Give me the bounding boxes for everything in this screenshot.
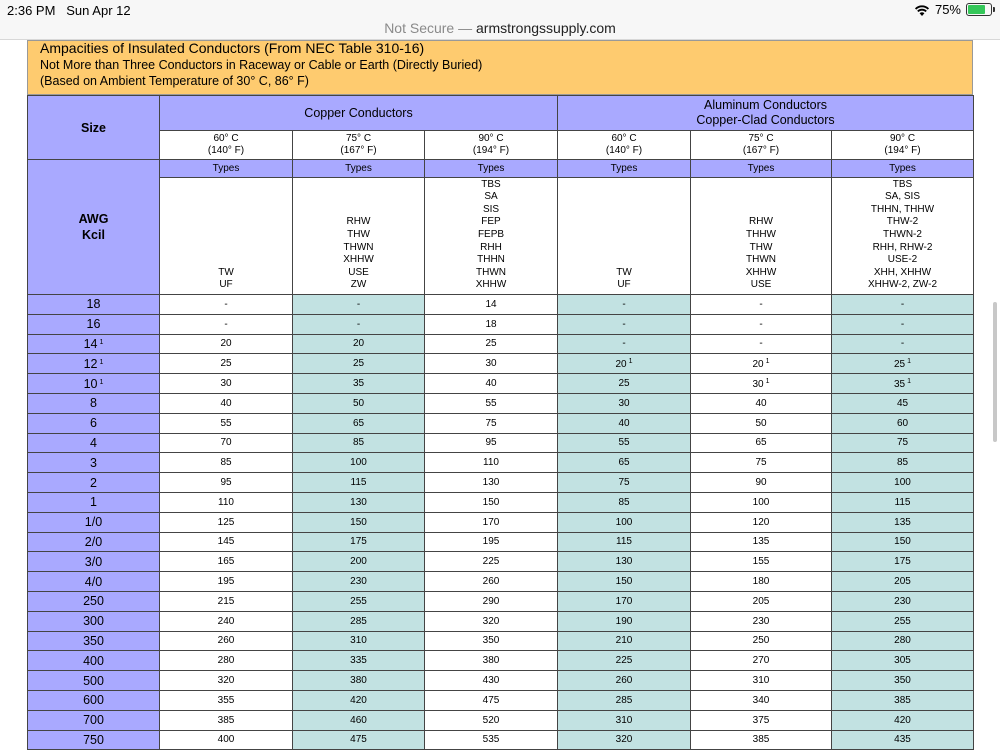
ampacity-cell: 25 <box>425 334 558 354</box>
ampacity-cell: 150 <box>558 572 691 592</box>
ampacity-cell: 55 <box>160 413 293 433</box>
ampacity-cell: 150 <box>832 532 974 552</box>
size-cell: 600 <box>28 690 160 710</box>
scrollbar[interactable] <box>993 302 997 442</box>
wifi-icon <box>914 3 930 17</box>
types-label-1: Types <box>293 160 425 178</box>
ampacity-cell: 385 <box>691 730 832 750</box>
ampacity-cell: 30 <box>558 393 691 413</box>
ampacity-cell: 225 <box>558 651 691 671</box>
ampacity-cell: 255 <box>293 591 425 611</box>
ampacity-cell: 320 <box>425 611 558 631</box>
ampacity-cell: 35 <box>293 374 425 394</box>
ampacity-cell: 205 <box>691 591 832 611</box>
table-row <box>28 453 974 473</box>
awg-kcil-header: AWG Kcil <box>28 160 160 295</box>
table-row <box>28 671 974 691</box>
ampacity-cell: 175 <box>832 552 974 572</box>
status-time: 2:36 PM Sun Apr 12 <box>7 3 131 18</box>
ampacity-cell: 170 <box>558 591 691 611</box>
ampacity-cell: 20 $^1$ <box>691 354 832 374</box>
ampacity-cell: 535 <box>425 730 558 750</box>
ampacity-cell: 260 <box>160 631 293 651</box>
ampacity-cell: 310 <box>558 710 691 730</box>
table-row <box>28 314 974 334</box>
ampacity-cell: 115 <box>832 492 974 512</box>
ampacity-cell: 145 <box>160 532 293 552</box>
size-cell: 18 <box>28 295 160 315</box>
ampacity-cell: - <box>558 334 691 354</box>
table-header-banner <box>27 40 973 95</box>
ampacity-cell: 110 <box>425 453 558 473</box>
ampacity-cell: 70 <box>160 433 293 453</box>
ampacity-cell: 380 <box>425 651 558 671</box>
ampacity-cell: 380 <box>293 671 425 691</box>
ampacity-cell: 20 <box>160 334 293 354</box>
size-cell: 1/0 <box>28 512 160 532</box>
ampacity-cell: - <box>160 314 293 334</box>
ampacity-cell: 35 $^1$ <box>832 374 974 394</box>
table-row <box>28 492 974 512</box>
ampacity-cell: 150 <box>425 492 558 512</box>
ampacity-cell: 30 <box>160 374 293 394</box>
url-domain: armstrongssupply.com <box>476 20 616 36</box>
ampacity-cell: 460 <box>293 710 425 730</box>
ampacity-cell: 65 <box>691 433 832 453</box>
ampacity-cell: 420 <box>293 690 425 710</box>
table-row <box>28 651 974 671</box>
ampacity-cell: 75 <box>558 473 691 493</box>
page-note: (Based on Ambient Temperature of 30° C, 86° F) <box>40 74 309 88</box>
ampacity-cell: 225 <box>425 552 558 572</box>
ampacity-cell: 200 <box>293 552 425 572</box>
ampacity-cell: - <box>691 334 832 354</box>
page-content <box>0 40 1000 750</box>
ampacity-cell: 285 <box>558 690 691 710</box>
table-row <box>28 433 974 453</box>
ampacity-cell: 260 <box>425 572 558 592</box>
size-cell: 400 <box>28 651 160 671</box>
ampacity-cell: 40 <box>691 393 832 413</box>
battery-fill <box>968 5 985 14</box>
ampacity-cell: 350 <box>832 671 974 691</box>
ampacity-cell: 250 <box>691 631 832 651</box>
ampacity-cell: - <box>691 295 832 315</box>
ampacity-cell: 95 <box>160 473 293 493</box>
ampacity-cell: 95 <box>425 433 558 453</box>
ampacity-cell: 50 <box>691 413 832 433</box>
ampacity-cell: 285 <box>293 611 425 631</box>
ampacity-cell: 190 <box>558 611 691 631</box>
ampacity-cell: 320 <box>558 730 691 750</box>
table-row <box>28 354 974 374</box>
battery-percent: 75% <box>934 2 961 17</box>
ampacity-cell: 210 <box>558 631 691 651</box>
table-row <box>28 532 974 552</box>
ampacity-cell: - <box>160 295 293 315</box>
ampacity-cell: 60 <box>832 413 974 433</box>
ampacity-table <box>27 95 974 750</box>
ampacity-cell: 355 <box>160 690 293 710</box>
size-cell: 700 <box>28 710 160 730</box>
ampacity-cell: 420 <box>832 710 974 730</box>
size-cell: 3 <box>28 453 160 473</box>
table-row <box>28 393 974 413</box>
ampacity-cell: 150 <box>293 512 425 532</box>
ampacity-cell: - <box>293 295 425 315</box>
table-row <box>28 710 974 730</box>
ampacity-cell: 375 <box>691 710 832 730</box>
ampacity-cell: 75 <box>832 433 974 453</box>
types-label-3: Types <box>558 160 691 178</box>
ampacity-cell: 120 <box>691 512 832 532</box>
ampacity-cell: 385 <box>160 710 293 730</box>
ampacity-cell: 20 <box>293 334 425 354</box>
temp-header-5: 90° C (194° F) <box>832 131 974 160</box>
size-cell: 6 <box>28 413 160 433</box>
ampacity-cell: 130 <box>558 552 691 572</box>
security-label: Not Secure — <box>384 20 473 36</box>
ampacity-cell: 430 <box>425 671 558 691</box>
ampacity-cell: 75 <box>425 413 558 433</box>
size-cell: 16 <box>28 314 160 334</box>
ampacity-cell: - <box>832 334 974 354</box>
ampacity-cell: 255 <box>832 611 974 631</box>
ampacity-cell: 85 <box>558 492 691 512</box>
types-label-0: Types <box>160 160 293 178</box>
ampacity-cell: 165 <box>160 552 293 572</box>
ampacity-cell: 475 <box>425 690 558 710</box>
types-list-4: RHW THHW THW THWN XHHW USE <box>691 178 832 295</box>
size-cell: 2/0 <box>28 532 160 552</box>
ampacity-cell: 320 <box>160 671 293 691</box>
types-list-5: TBS SA, SIS THHN, THHW THW-2 THWN-2 RHH, RHW-2 USE-2 XHH, XHHW XHHW-2, ZW-2 <box>832 178 974 295</box>
ampacity-cell: 310 <box>293 631 425 651</box>
ampacity-cell: 30 <box>425 354 558 374</box>
table-row <box>28 473 974 493</box>
temp-header-0: 60° C (140° F) <box>160 131 293 160</box>
table-row <box>28 572 974 592</box>
ampacity-cell: 85 <box>293 433 425 453</box>
ampacity-cell: 175 <box>293 532 425 552</box>
ampacity-rows <box>28 295 974 750</box>
size-cell: 300 <box>28 611 160 631</box>
table-row <box>28 631 974 651</box>
ampacity-cell: 260 <box>558 671 691 691</box>
size-cell: 10 $^1$ <box>28 374 160 394</box>
ampacity-cell: - <box>558 295 691 315</box>
ampacity-cell: - <box>832 295 974 315</box>
ampacity-cell: 25 <box>558 374 691 394</box>
ampacity-cell: 25 <box>160 354 293 374</box>
ampacity-cell: 65 <box>293 413 425 433</box>
ampacity-cell: 50 <box>293 393 425 413</box>
ampacity-cell: 100 <box>832 473 974 493</box>
types-list-3: TW UF <box>558 178 691 295</box>
ampacity-cell: 135 <box>832 512 974 532</box>
types-list-1: RHW THW THWN XHHW USE ZW <box>293 178 425 295</box>
table-row <box>28 611 974 631</box>
ampacity-cell: 14 <box>425 295 558 315</box>
types-label-2: Types <box>425 160 558 178</box>
ampacity-cell: 40 <box>160 393 293 413</box>
size-cell: 12 $^1$ <box>28 354 160 374</box>
ampacity-cell: - <box>558 314 691 334</box>
ampacity-cell: 400 <box>160 730 293 750</box>
size-cell: 250 <box>28 591 160 611</box>
types-label-5: Types <box>832 160 974 178</box>
ampacity-cell: - <box>691 314 832 334</box>
temp-header-1: 75° C (167° F) <box>293 131 425 160</box>
ampacity-cell: 230 <box>832 591 974 611</box>
ampacity-cell: 115 <box>558 532 691 552</box>
ampacity-cell: 85 <box>832 453 974 473</box>
ampacity-cell: 435 <box>832 730 974 750</box>
ampacity-cell: 155 <box>691 552 832 572</box>
types-label-row <box>28 160 974 178</box>
ampacity-cell: 25 <box>293 354 425 374</box>
types-label-4: Types <box>691 160 832 178</box>
types-list-0: TW UF <box>160 178 293 295</box>
ampacity-cell: 45 <box>832 393 974 413</box>
ampacity-cell: 310 <box>691 671 832 691</box>
ampacity-cell: 125 <box>160 512 293 532</box>
copper-header: Copper Conductors <box>160 96 558 131</box>
address-bar[interactable] <box>0 20 1000 40</box>
status-right <box>914 2 992 17</box>
ampacity-cell: 25 $^1$ <box>832 354 974 374</box>
temperature-row <box>28 131 974 160</box>
size-cell: 3/0 <box>28 552 160 572</box>
size-cell: 4/0 <box>28 572 160 592</box>
ampacity-cell: 340 <box>691 690 832 710</box>
ampacity-cell: - <box>293 314 425 334</box>
ampacity-cell: 85 <box>160 453 293 473</box>
size-cell: 350 <box>28 631 160 651</box>
aluminum-header: Aluminum Conductors Copper-Clad Conductors <box>558 96 974 131</box>
table-row <box>28 374 974 394</box>
ampacity-cell: 195 <box>160 572 293 592</box>
ampacity-cell: 520 <box>425 710 558 730</box>
ampacity-cell: 240 <box>160 611 293 631</box>
table-row <box>28 295 974 315</box>
ampacity-cell: 100 <box>691 492 832 512</box>
ampacity-cell: 170 <box>425 512 558 532</box>
page-subtitle: Not More than Three Conductors in Raceway or Cable or Earth (Directly Buried) <box>40 58 483 72</box>
ampacity-cell: 230 <box>293 572 425 592</box>
temp-header-4: 75° C (167° F) <box>691 131 832 160</box>
size-cell: 500 <box>28 671 160 691</box>
table-row <box>28 512 974 532</box>
ampacity-cell: 130 <box>425 473 558 493</box>
ampacity-cell: 75 <box>691 453 832 473</box>
battery-icon <box>966 3 992 16</box>
table-row <box>28 690 974 710</box>
size-header: Size <box>28 96 160 160</box>
ampacity-cell: 280 <box>160 651 293 671</box>
size-cell: 4 <box>28 433 160 453</box>
size-cell: 8 <box>28 393 160 413</box>
table-row <box>28 591 974 611</box>
ampacity-cell: 335 <box>293 651 425 671</box>
temp-header-2: 90° C (194° F) <box>425 131 558 160</box>
table-row <box>28 552 974 572</box>
ampacity-cell: 230 <box>691 611 832 631</box>
status-bar <box>0 0 1000 20</box>
ampacity-cell: 290 <box>425 591 558 611</box>
table-row <box>28 413 974 433</box>
ampacity-cell: 350 <box>425 631 558 651</box>
status-date: Sun Apr 12 <box>66 3 131 18</box>
size-cell: 750 <box>28 730 160 750</box>
ampacity-cell: 205 <box>832 572 974 592</box>
ampacity-cell: 30 $^1$ <box>691 374 832 394</box>
temp-header-3: 60° C (140° F) <box>558 131 691 160</box>
ampacity-cell: 100 <box>558 512 691 532</box>
ampacity-cell: 215 <box>160 591 293 611</box>
ampacity-cell: 40 <box>425 374 558 394</box>
table-row <box>28 730 974 750</box>
ampacity-cell: 195 <box>425 532 558 552</box>
ampacity-cell: 110 <box>160 492 293 512</box>
ampacity-cell: 40 <box>558 413 691 433</box>
ampacity-cell: 65 <box>558 453 691 473</box>
ampacity-cell: 305 <box>832 651 974 671</box>
ampacity-cell: 130 <box>293 492 425 512</box>
ampacity-cell: 90 <box>691 473 832 493</box>
ampacity-cell: 475 <box>293 730 425 750</box>
ampacity-cell: 55 <box>425 393 558 413</box>
table-row <box>28 334 974 354</box>
ampacity-cell: 280 <box>832 631 974 651</box>
size-cell: 1 <box>28 492 160 512</box>
ampacity-cell: - <box>832 314 974 334</box>
types-row <box>28 178 974 295</box>
size-cell: 2 <box>28 473 160 493</box>
page-title: Ampacities of Insulated Conductors (From NEC Table 310-16) <box>40 40 425 56</box>
types-list-2: TBS SA SIS FEP FEPB RHH THHN THWN XHHW <box>425 178 558 295</box>
size-cell: 14 $^1$ <box>28 334 160 354</box>
ampacity-cell: 270 <box>691 651 832 671</box>
ampacity-cell: 385 <box>832 690 974 710</box>
ampacity-cell: 135 <box>691 532 832 552</box>
ampacity-cell: 20 $^1$ <box>558 354 691 374</box>
ampacity-cell: 180 <box>691 572 832 592</box>
ampacity-cell: 100 <box>293 453 425 473</box>
ampacity-cell: 55 <box>558 433 691 453</box>
ampacity-cell: 18 <box>425 314 558 334</box>
ampacity-cell: 115 <box>293 473 425 493</box>
